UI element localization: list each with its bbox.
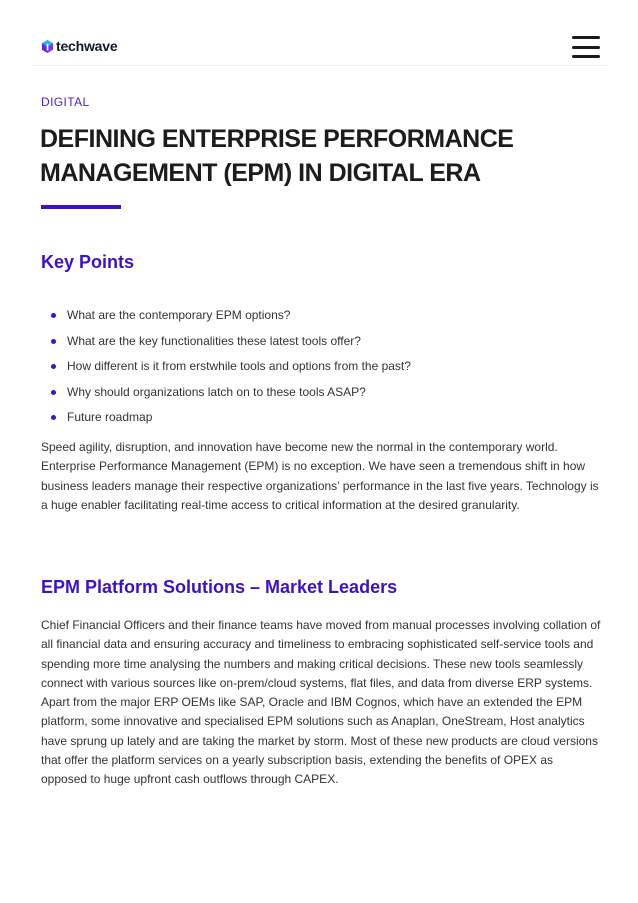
hamburger-menu-icon[interactable] [572,36,600,58]
key-points-heading: Key Points [41,252,135,272]
intro-paragraph: Speed agility, disruption, and innovation have become new the normal in the contemporary world. Enterprise Performance Management (EPM) is no exception. We have seen a tremendous shift in how business leaders manage their respective organizations’ performance in the last five years. Technology is a huge enabler facilitating real-time access to critical information at the desired granularity. [41,440,599,512]
list-item-text: Future roadmap [67,410,153,424]
techwave-logo-icon [42,40,53,53]
page-title: DEFINING ENTERPRISE PERFORMANCE MANAGEMENT (EPM) IN DIGITAL ERA [40,125,514,187]
list-item [51,382,411,408]
bullet-icon [51,313,56,318]
bullet-icon [51,364,56,369]
site-header [0,0,638,66]
logo-text: techwave [56,38,118,54]
category-label[interactable]: DIGITAL [41,95,90,109]
list-item [51,305,411,331]
section-paragraph: Chief Financial Officers and their finance teams have moved from manual processes involving collation of all financial data and ensuring accuracy and timeliness to embracing sophisticated self-service tools and spending more time analysing the numbers and making critical decisions. These new tools seamlessly connect with various sources like on-prem/cloud systems, flat files, and data from diverse ERP systems. Apart from the major ERP OEMs like SAP, Oracle and IBM Cognos, which have an extended the EPM platform, some innovative and specialised EPM solutions such as Anaplan, OneStream, Host analytics have sprung up lately and are taking the market by storm. Most of these new products are cloud versions that offer the platform services on a yearly subscription basis, extending the benefits of OPEX as opposed to huge upfront cash outflows through CAPEX. [41,618,601,787]
bullet-icon [51,339,56,344]
section-heading: EPM Platform Solutions – Market Leaders [41,577,398,597]
list-item-text: What are the key functionalities these latest tools offer? [67,333,361,348]
header-divider [32,65,608,66]
list-item [51,356,411,382]
bullet-icon [51,390,56,395]
list-item-text: What are the contemporary EPM options? [67,308,291,322]
techwave-logo[interactable] [42,38,117,54]
title-underline [41,205,121,209]
list-item [51,407,411,433]
bullet-icon [51,415,56,420]
key-points-list [51,305,411,433]
list-item-text: Why should organizations latch on to these tools ASAP? [67,384,366,399]
list-item-text: How different is it from erstwhile tools and options from the past? [67,359,411,373]
list-item [51,331,411,357]
